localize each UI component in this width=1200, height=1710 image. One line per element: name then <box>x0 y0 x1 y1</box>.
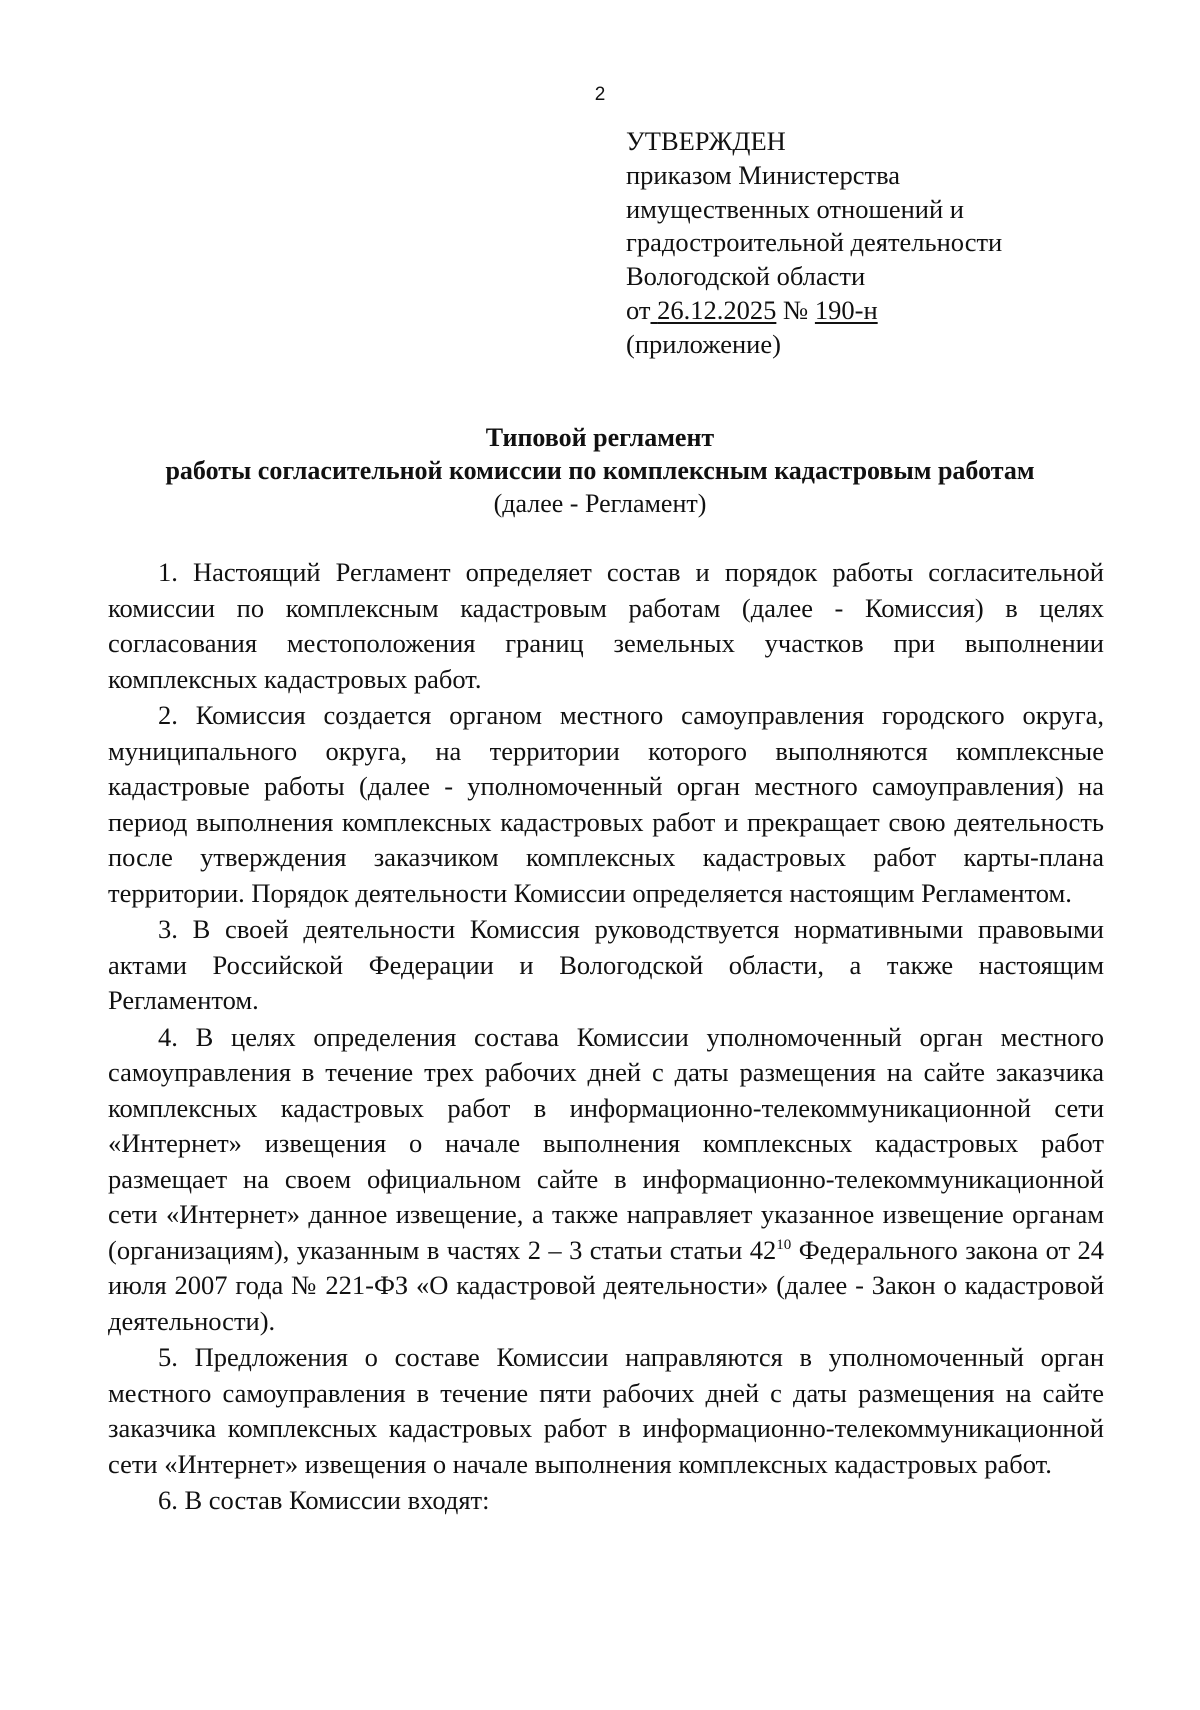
approval-number-sign: № <box>782 294 809 325</box>
approval-appendix-line: (приложение) <box>626 328 781 359</box>
paragraph-1: 1. Настоящий Регламент определяет состав и порядок работы согласительной комиссии по комплексным кадастровым работам (далее - Комиссия) в целях согласования местоположения границ земельных участков при выполнении комплексных кадастровых работ. <box>108 557 1104 694</box>
approval-ministry-line-1: имущественных отношений и <box>626 193 964 224</box>
approval-block <box>626 125 1166 362</box>
approval-date: 26.12.2025 <box>657 294 777 325</box>
paragraph-4: 4. В целях определения состава Комиссии уполномоченный орган местного самоуправления в течение трех рабочих дней с даты размещения на сайте заказчика комплексных кадастровых работ в информационно-телекоммуникационной сети «Интернет» извещения о начале выполнения комплексных кадастровых работ размещает на своем официальном сайте в информационно-телекоммуникационной сети «Интернет» данное извещение, а также направляет указанное извещение органам (организациям), указанным в частях 2 – 3 статьи статьи $42^{10}$ Федерального закона от 24 июля 2007 года № 221-ФЗ «О кадастровой деятельности» (далее - Закон о кадастровой деятельности). <box>108 1021 1104 1336</box>
document-body <box>108 555 1104 1520</box>
approval-ministry-line-2: градостроительной деятельности <box>626 227 1003 258</box>
approval-number: 190-н <box>814 294 878 325</box>
approval-heading: УТВЕРЖДЕН <box>626 126 786 156</box>
article-superscript: 10 <box>776 1236 792 1253</box>
paragraph-6: 6. В состав Комиссии входят: <box>158 1485 490 1515</box>
page-number: 2 <box>594 84 606 105</box>
title-line-3: (далее - Регламент) <box>493 489 707 518</box>
document-title <box>100 421 1100 520</box>
paragraph-3: 3. В своей деятельности Комиссия руководствуется нормативными правовыми актами Российской Федерации и Вологодской области, а также настоящим Регламентом. <box>108 914 1104 1015</box>
paragraph-5: 5. Предложения о составе Комиссии направляются в уполномоченный орган местного самоуправления в течение пяти рабочих дней с даты размещения на сайте заказчика комплексных кадастровых работ в информационно-телекоммуникационной сети «Интернет» извещения о начале выполнения комплексных кадастровых работ. <box>108 1342 1104 1479</box>
approval-date-prefix: от <box>626 294 651 325</box>
approval-region-line: Вологодской области <box>626 261 866 292</box>
paragraph-2: 2. Комиссия создается органом местного самоуправления городского округа, муниципального округа, на территории которого выполняются комплексные кадастровые работы (далее - уполномоченный орган местного самоуправления) на период выполнения комплексных кадастровых работ и прекращает свою деятельность после утверждения заказчиком комплексных кадастровых работ карты-плана территории. Порядок деятельности Комиссии определяется настоящим Регламентом. <box>108 700 1104 908</box>
approval-order-line: приказом Министерства <box>626 159 901 190</box>
approval-date-line <box>626 294 1166 328</box>
title-line-1: Типовой регламент <box>485 423 715 452</box>
title-line-2: работы согласительной комиссии по комплексным кадастровым работам <box>165 456 1035 485</box>
